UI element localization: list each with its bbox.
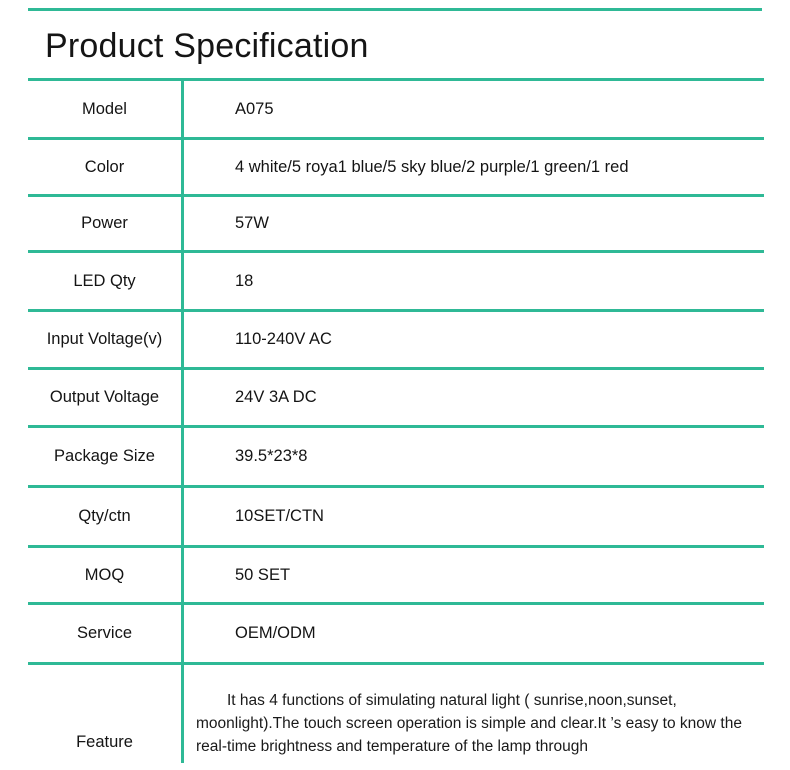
spec-label: Package Size <box>54 447 155 465</box>
spec-row-service <box>28 605 764 665</box>
spec-row-power <box>28 197 764 253</box>
page-title: Product Specification <box>45 27 369 65</box>
spec-row-model <box>28 81 764 140</box>
spec-row-led-qty <box>28 253 764 312</box>
spec-value: OEM/ODM <box>235 624 316 642</box>
spec-label: LED Qty <box>73 271 136 290</box>
spec-row-package-size <box>28 428 764 488</box>
top-divider <box>28 8 762 11</box>
spec-label: Service <box>76 624 133 642</box>
spec-value: 10SET/CTN <box>235 507 324 525</box>
spec-row-color <box>28 140 764 197</box>
spec-value: 4 white/5 roya1 blue/5 sky blue/2 purple/1 green/1 red <box>235 157 629 176</box>
spec-label: MOQ <box>84 565 125 584</box>
spec-label: Power <box>81 214 128 232</box>
spec-value: 39.5*23*8 <box>235 447 308 465</box>
spec-value: 57W <box>235 214 269 232</box>
spec-label: Feature <box>76 733 133 751</box>
spec-label: Input Voltage(v) <box>46 330 163 348</box>
spec-value: 110-240V AC <box>235 330 332 348</box>
spec-row-output-voltage <box>28 370 764 428</box>
spec-label: Model <box>82 99 127 118</box>
feature-description: It has 4 functions of simulating natural light ( sunrise,noon,sunset, moonlight).The touch screen operation is simple and clear.It ’s easy to know the real-time brightness and temperature of the lamp through <box>196 692 742 755</box>
spec-row-moq <box>28 548 764 605</box>
spec-label: Color <box>84 157 125 176</box>
spec-value: 18 <box>235 271 254 290</box>
spec-table <box>28 81 764 763</box>
spec-value: A075 <box>235 99 274 118</box>
spec-label: Output Voltage <box>49 388 160 406</box>
spec-value: 24V 3A DC <box>235 388 317 406</box>
spec-label: Qty/ctn <box>78 507 131 525</box>
spec-row-qty-ctn <box>28 488 764 548</box>
spec-row-input-voltage <box>28 312 764 370</box>
spec-value: 50 SET <box>235 565 291 584</box>
spec-row-feature <box>28 665 764 763</box>
